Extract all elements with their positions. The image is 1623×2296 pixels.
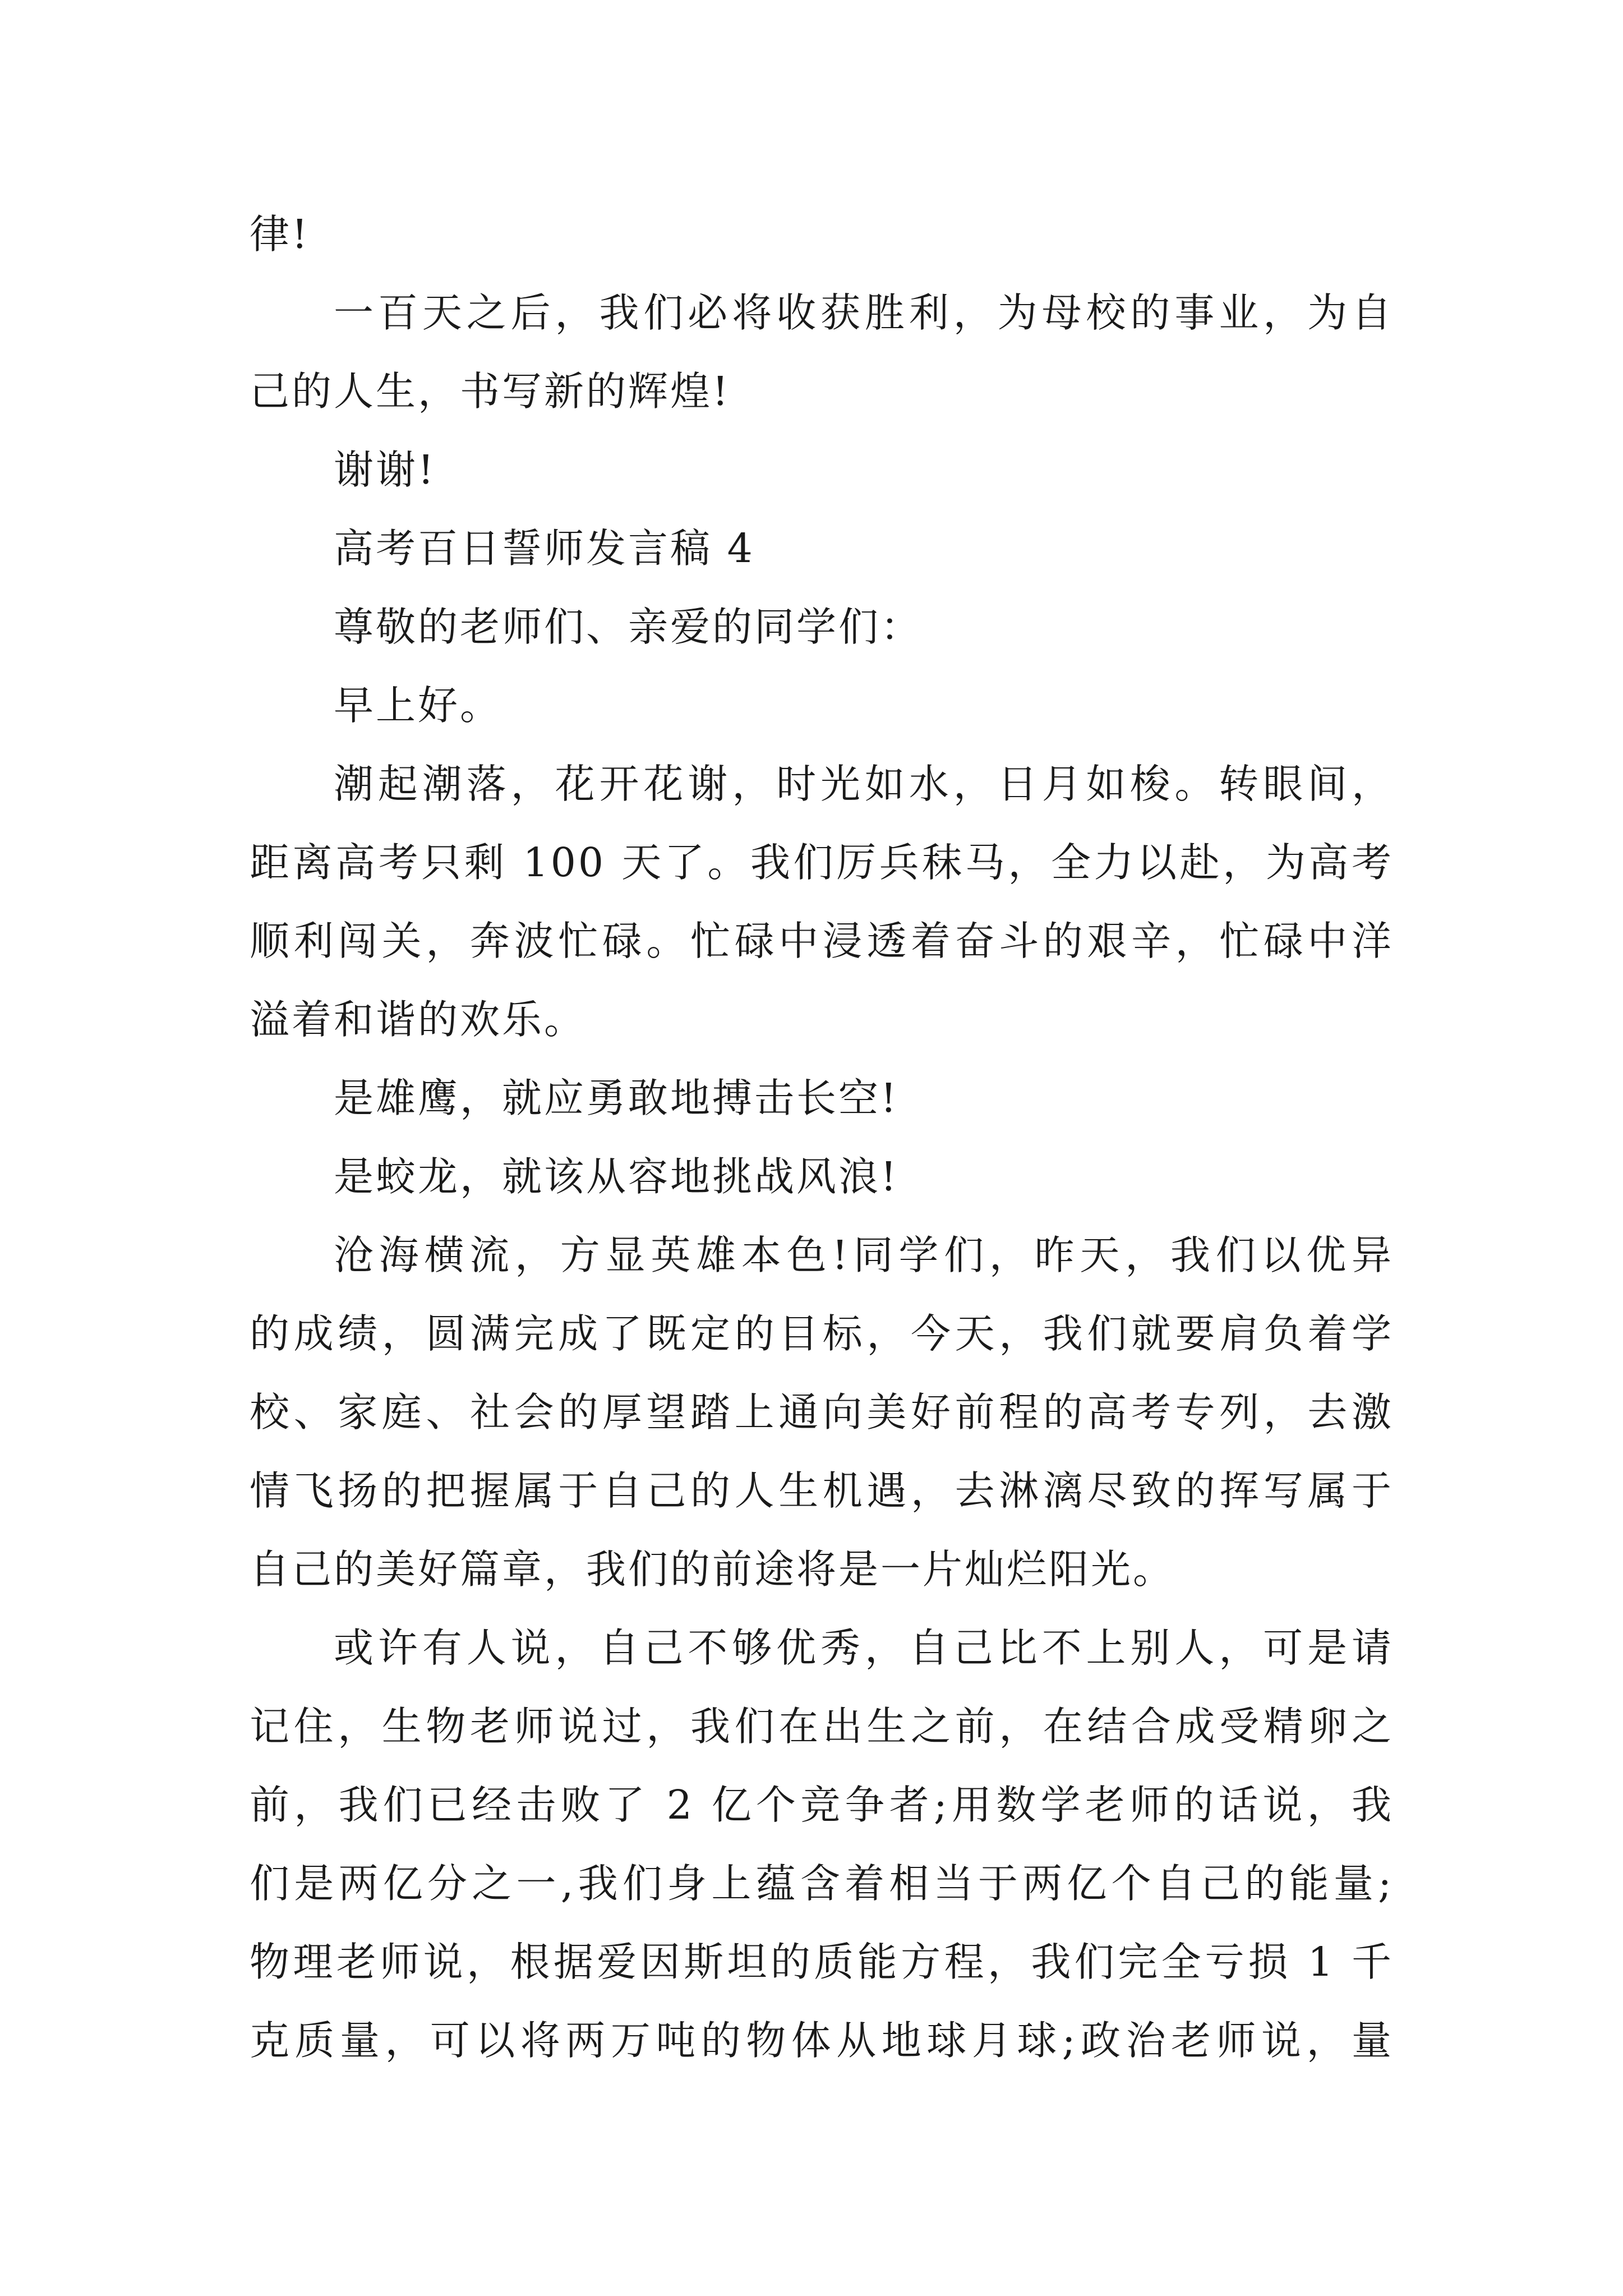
text-line: 一百天之后，我们必将收获胜利，为母校的事业，为自 [334,289,1394,336]
text-line: 前，我们已经击败了 2 亿个竞争者;用数学老师的话说，我 [250,1782,1394,1828]
document-body [250,195,1394,2080]
text-line: 记住，生物老师说过，我们在出生之前，在结合成受精卵之 [250,1703,1394,1750]
greeting: 早上好。 [334,682,502,729]
text-line: 律! [250,211,310,257]
text-line: 溢着和谐的欢乐。 [250,996,587,1043]
text-line: 克质量，可以将两万吨的物体从地球月球;政治老师说，量 [250,2017,1394,2064]
text-line: 沧海横流，方显英雄本色!同学们，昨天，我们以优异 [334,1232,1394,1278]
text-line: 物理老师说，根据爱因斯坦的质能方程，我们完全亏损 1 千 [250,1939,1394,1985]
text-line: 己的人生，书写新的辉煌! [250,368,731,415]
text-line: 距离高考只剩 100 天了。我们厉兵秣马，全力以赴，为高考 [250,839,1394,886]
text-line: 潮起潮落，花开花谢，时光如水，日月如梭。转眼间， [334,761,1394,807]
text-line: 顺利闯关，奔波忙碌。忙碌中浸透着奋斗的艰辛，忙碌中洋 [250,918,1394,964]
text-line: 情飞扬的把握属于自己的人生机遇，去淋漓尽致的挥写属于 [250,1467,1394,1514]
text-line: 谢谢! [334,447,436,493]
text-line: 是雄鹰，就应勇敢地搏击长空! [334,1075,899,1121]
text-line: 们是两亿分之一,我们身上蕴含着相当于两亿个自己的能量; [250,1860,1394,1907]
text-line: 校、家庭、社会的厚望踏上通向美好前程的高考专列，去激 [250,1389,1394,1435]
text-line: 自己的美好篇章，我们的前途将是一片灿烂阳光。 [250,1546,1175,1593]
section-heading: 高考百日誓师发言稿 4 [334,525,755,572]
text-line: 是蛟龙，就该从容地挑战风浪! [334,1153,899,1200]
text-line: 的成绩，圆满完成了既定的目标，今天，我们就要肩负着学 [250,1310,1394,1357]
salutation: 尊敬的老师们、亲爱的同学们： [334,604,923,650]
text-line: 或许有人说，自己不够优秀，自己比不上别人，可是请 [334,1625,1394,1671]
